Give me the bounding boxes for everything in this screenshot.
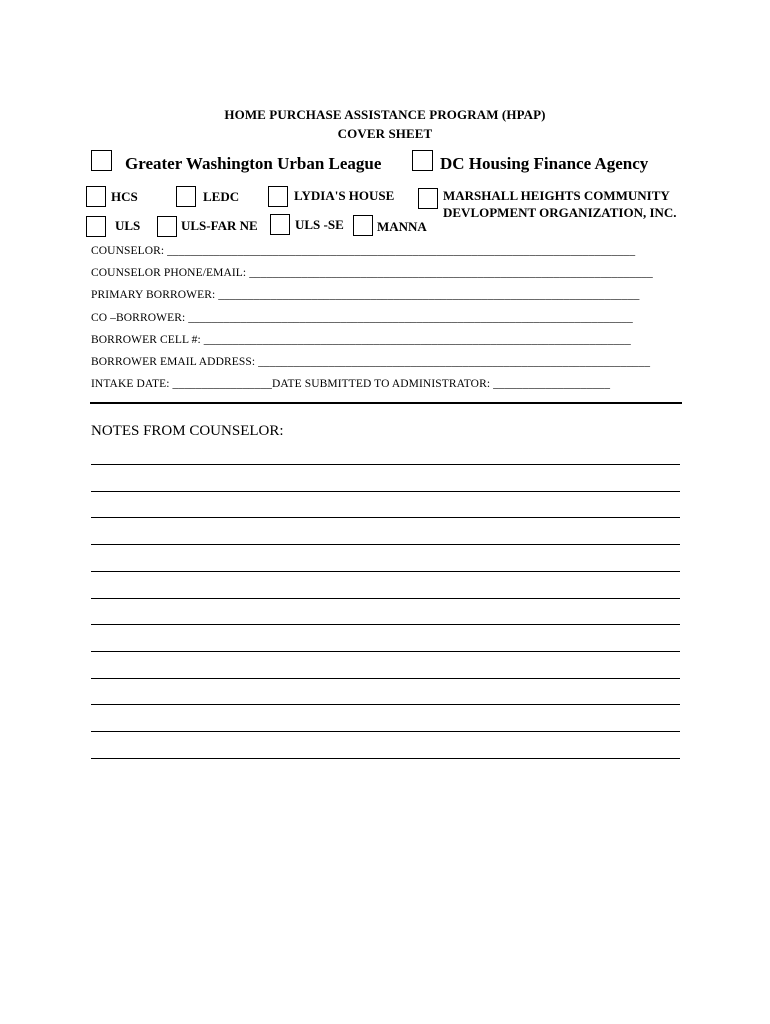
checkbox-lydias-house[interactable] <box>268 186 288 207</box>
checkbox-manna-label: MANNA <box>377 219 427 234</box>
co-borrower-field[interactable]: CO –BORROWER: ____________________________________________________________________________ <box>91 312 633 324</box>
notes-line[interactable] <box>91 598 680 599</box>
checkbox-marshall-heights-label-line1: MARSHALL HEIGHTS COMMUNITY <box>443 188 670 203</box>
checkbox-manna[interactable] <box>353 215 373 236</box>
checkbox-gwul-label: Greater Washington Urban League <box>125 154 382 173</box>
checkbox-uls[interactable] <box>86 216 106 237</box>
notes-line[interactable] <box>91 571 680 572</box>
primary-borrower-field[interactable]: PRIMARY BORROWER: ________________________________________________________________________ <box>91 289 640 301</box>
checkbox-lydias-house-label: LYDIA'S HOUSE <box>294 188 395 203</box>
checkbox-uls-label: ULS <box>115 218 141 233</box>
notes-line[interactable] <box>91 464 680 465</box>
checkbox-dchfa-label: DC Housing Finance Agency <box>440 154 649 173</box>
notes-line[interactable] <box>91 651 680 652</box>
checkbox-uls-se-label: ULS -SE <box>295 217 344 232</box>
notes-line[interactable] <box>91 678 680 679</box>
notes-line[interactable] <box>91 624 680 625</box>
checkbox-uls-se[interactable] <box>270 214 290 235</box>
checkbox-dchfa[interactable] <box>412 150 433 171</box>
notes-line[interactable] <box>91 731 680 732</box>
notes-line[interactable] <box>91 704 680 705</box>
checkbox-hcs[interactable] <box>86 186 106 207</box>
checkbox-marshall-heights-label-line2: DEVLOPMENT ORGANIZATION, INC. <box>443 205 677 220</box>
notes-line[interactable] <box>91 544 680 545</box>
notes-line[interactable] <box>91 517 680 518</box>
counselor-field[interactable]: COUNSELOR: ________________________________________________________________________________ <box>91 245 636 257</box>
intake-date-field[interactable]: INTAKE DATE: _________________DATE SUBMITTED TO ADMINISTRATOR: ____________________ <box>91 378 611 390</box>
form-title: HOME PURCHASE ASSISTANCE PROGRAM (HPAP) <box>224 107 546 122</box>
checkbox-ledc-label: LEDC <box>203 189 240 204</box>
checkbox-gwul[interactable] <box>91 150 112 171</box>
counselor-phone-email-field[interactable]: COUNSELOR PHONE/EMAIL: _____________________________________________________________________ <box>91 267 653 279</box>
notes-line[interactable] <box>91 758 680 759</box>
borrower-email-field[interactable]: BORROWER EMAIL ADDRESS: ___________________________________________________________________ <box>91 356 651 368</box>
notes-title: NOTES FROM COUNSELOR: <box>91 423 284 439</box>
section-divider <box>90 402 682 404</box>
checkbox-marshall-heights[interactable] <box>418 188 438 209</box>
notes-line[interactable] <box>91 491 680 492</box>
form-subtitle: COVER SHEET <box>337 126 433 141</box>
checkbox-uls-far-ne-label: ULS-FAR NE <box>181 218 258 233</box>
checkbox-hcs-label: HCS <box>111 189 138 204</box>
borrower-cell-field[interactable]: BORROWER CELL #: _________________________________________________________________________ <box>91 334 631 346</box>
checkbox-uls-far-ne[interactable] <box>157 216 177 237</box>
checkbox-ledc[interactable] <box>176 186 196 207</box>
